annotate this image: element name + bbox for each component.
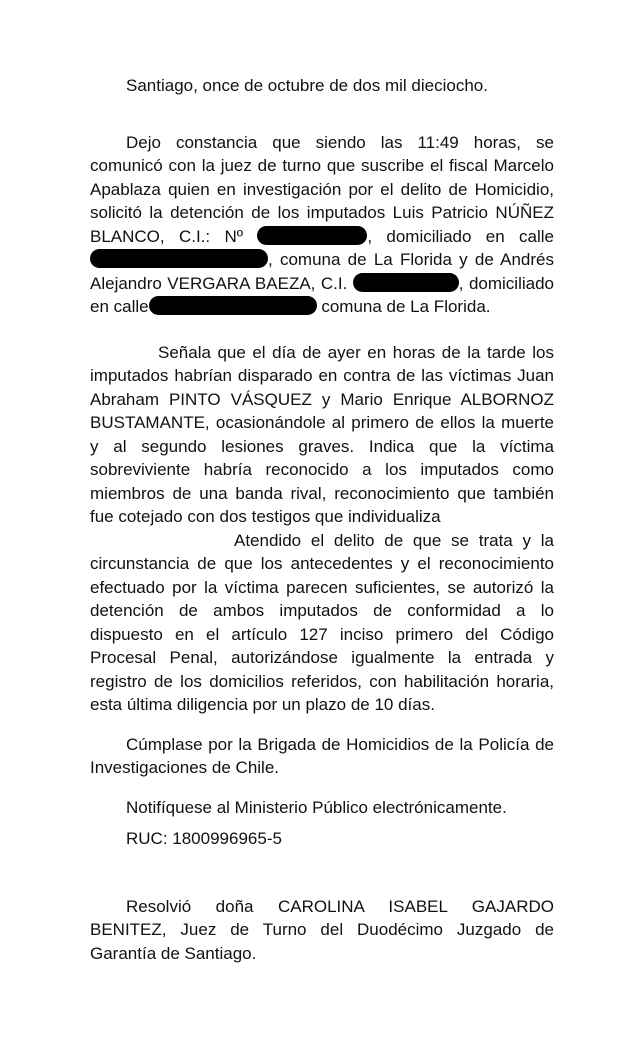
redacted-address xyxy=(149,296,317,315)
paragraph-text: comuna de La Florida. xyxy=(321,297,491,316)
paragraph-text: , domiciliado en calle xyxy=(367,226,554,246)
date-line: Santiago, once de octubre de dos mil dieciocho. xyxy=(126,76,488,95)
paragraph-facts: Señala que el día de ayer en horas de la tarde los imputados habrían disparado en contra de las víctimas Juan Abraham PINTO VÁSQUEZ y Mario Enrique ALBORNOZ BUSTAMANTE, ocasionándole al primero de ellos la muerte y al segundo lesiones graves. Indica que la víctima sobreviviente habría reconocido a los imputados como miembros de una banda rival, reconocimiento que también fue cotejado con dos testigos que individualiza xyxy=(90,342,554,526)
redacted-id-number xyxy=(353,273,459,292)
paragraph-order: Cúmplase por la Brigada de Homicidios de la Policía de Investigaciones de Chile. xyxy=(90,734,554,777)
redacted-address xyxy=(90,249,268,268)
paragraph-text: Dejo constancia que siendo las 11:49 horas, se comunicó con la juez de turno que suscribe el fiscal Marcelo Apablaza quien en investigación por el delito de Homicidio, solicitó la detención de los imputados Luis Patricio NÚÑEZ BLANCO, C.I.: Nº xyxy=(90,132,554,246)
paragraph-text: , domiciliado en calle xyxy=(90,273,554,316)
redacted-id-number xyxy=(257,226,367,245)
document-body xyxy=(90,74,554,965)
ruc-number: RUC: 1800996965-5 xyxy=(126,829,282,848)
paragraph-text: , comuna de La Florida y de Andrés Alejandro VERGARA BAEZA, C.I. xyxy=(90,250,554,293)
notification-line: Notifíquese al Ministerio Público electrónicamente. xyxy=(126,797,507,817)
paragraph-authorization: Atendido el delito de que se trata y la circunstancia de que los antecedentes y el reconocimiento efectuado por la víctima parecen suficientes, se autorizó la detención de ambos imputados de conformidad a lo dispuesto en el artículo 127 inciso primero del Código Procesal Penal, autorizándose igualmente la entrada y registro de los domicilios referidos, con habilitación horaria, esta última diligencia por un plazo de 10 días. xyxy=(90,530,554,714)
paragraph-detention-request xyxy=(90,131,554,319)
signature-paragraph: Resolvió doña CAROLINA ISABEL GAJARDO BENITEZ, Juez de Turno del Duodécimo Juzgado de Garantía de Santiago. xyxy=(90,896,554,963)
